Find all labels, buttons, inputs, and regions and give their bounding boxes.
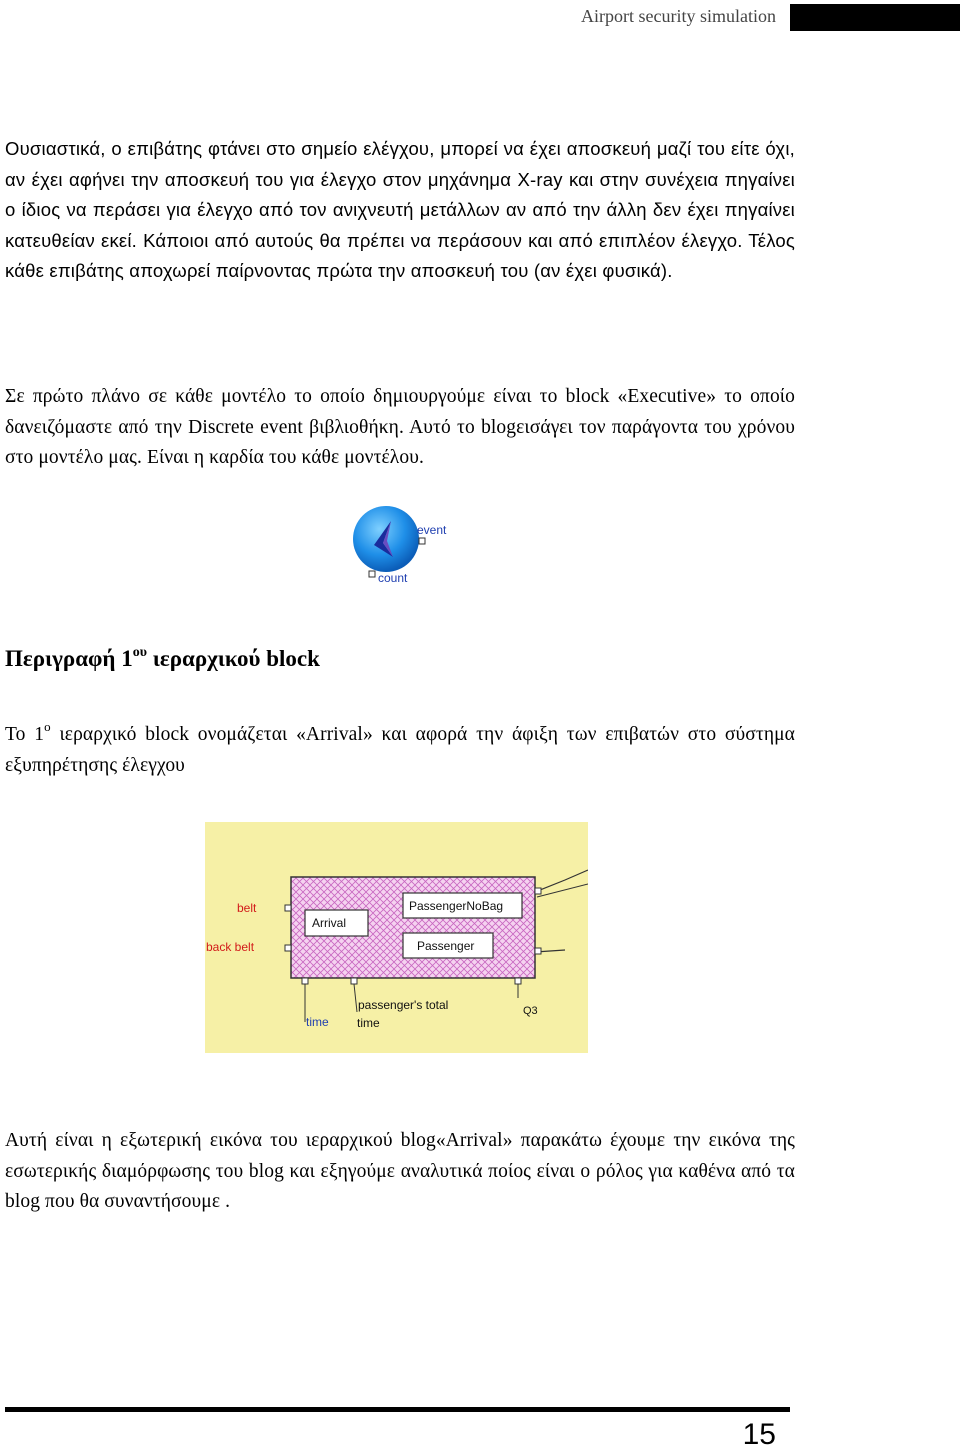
belt-label: belt (237, 901, 257, 915)
time-label: time (306, 1015, 329, 1029)
heading-rest: ιεραρχικού block (147, 646, 320, 671)
total-time-label: time (357, 1016, 380, 1030)
time-port (302, 978, 308, 984)
paragraph-arrival-superscript: ο (44, 719, 51, 734)
total-label: passenger's total (358, 998, 449, 1012)
heading-main: Περιγραφή 1 (5, 646, 133, 671)
q3-label: Q3 (523, 1005, 538, 1017)
event-label: event (417, 523, 447, 537)
passenger-port (535, 948, 541, 954)
executive-block-figure (350, 505, 460, 589)
paragraph-arrival (5, 712, 795, 781)
page-number: 15 (742, 1418, 776, 1451)
heading-superscript: ου (132, 645, 148, 660)
paragraph-external-view: Αυτή είναι η εξωτερική εικόνα του ιεραρχικού blog«Arrival» παρακάτω έχουμε την εικόνα της εσωτερικής διαμόρφωσης του blog και εξηγούμε αναλυτικά ποίος είναι ο ρόλος για καθένα από τα blog που θα συναντήσουμε . (5, 1130, 795, 1212)
q3-port (515, 978, 521, 984)
count-label: count (378, 571, 408, 585)
count-port (369, 571, 375, 577)
nobag-port (535, 888, 541, 894)
paragraph-arrival-start: Το 1 (5, 724, 45, 745)
header-bar (790, 4, 960, 31)
header-title: Airport security simulation (581, 6, 776, 26)
passenger-nobag-label: PassengerNoBag (409, 899, 504, 913)
belt-port (285, 905, 291, 911)
event-port (419, 538, 425, 544)
paragraph-executive: Σε πρώτο πλάνο σε κάθε μοντέλο το οποίο δημιουργούμε είναι το block «Executive» το οποίο δανειζόμαστε από την Discrete event βιβλιοθήκη. Αυτό το blogεισάγει τον παράγοντα του χρόνου στο μοντέλο μας. Είναι η καρδία του κάθε μοντέλου. (5, 386, 795, 468)
paragraph-arrival-rest: ιεραρχικό block ονομάζεται «Arrival» και αφορά την άφιξη των επιβατών στο σύστημα εξυπηρέτησης έλεγχου (5, 724, 795, 776)
passenger-label: Passenger (417, 939, 475, 953)
section-heading (5, 645, 320, 672)
total-time-port (351, 978, 357, 984)
arrival-block-figure (205, 822, 588, 1053)
arrival-box-label: Arrival (312, 916, 347, 930)
back-belt-port (285, 945, 291, 951)
paragraph-intro: Ουσιαστικά, ο επιβάτης φτάνει στο σημείο ελέγχου, μπορεί να έχει αποσκευή μαζί του είτε όχι, αν έχει αφήνει την αποσκευή του για έλεγχο στον μηχάνημα X-ray και στην συνέχεια πηγαίνει ο ίδιος να περάσει για έλεγχο από τον ανιχνευτή μετάλλων αν από την άλλη δεν έχει πηγαίνει κατευθείαν εκεί. Κάποιοι από αυτούς θα πρέπει να περάσουν και από επιπλέον έλεγχο. Τέλος κάθε επιβάτης αποχωρεί παίρνοντας πρώτα την αποσκευή του (αν έχει φυσικά). (5, 138, 795, 281)
back-belt-label: back belt (206, 940, 255, 954)
footer-bar (5, 1407, 790, 1412)
